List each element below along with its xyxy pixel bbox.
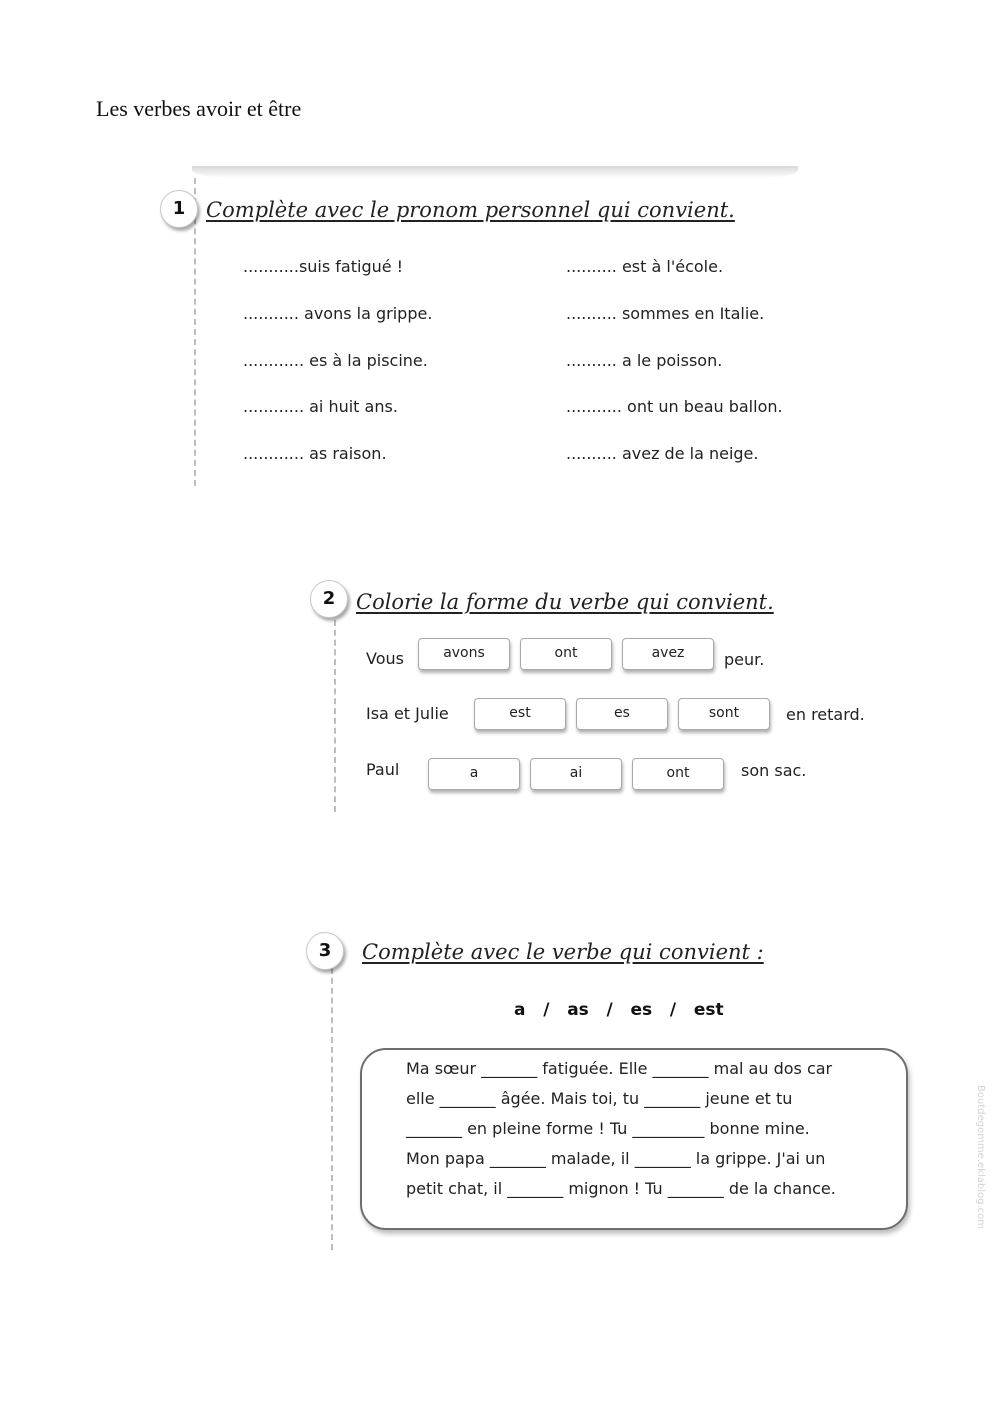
ex3-line-3: _______ en pleine forme ! Tu _________ bonne mine.	[406, 1119, 810, 1138]
margin-line	[334, 620, 336, 812]
exercise2-title: Colorie la forme du verbe qui convient.	[356, 590, 774, 614]
ex2-row3-choice-ai[interactable]: ai	[530, 758, 622, 790]
ex1-line-right-3: .......... a le poisson.	[566, 351, 723, 370]
exercise1-title: Complète avec le pronom personnel qui convient.	[206, 198, 735, 222]
page-title: Les verbes avoir et être	[96, 96, 302, 121]
margin-line	[194, 178, 196, 486]
ex2-row2-subject: Isa et Julie	[366, 704, 449, 723]
ex2-row2-choice-es[interactable]: es	[576, 698, 668, 730]
torn-paper-edge	[192, 166, 798, 178]
watermark-text: Boutdegomme.eklablog.com	[975, 1085, 986, 1229]
ex2-row1-end: peur.	[724, 650, 765, 669]
verb-choices: a / as / es / est	[514, 1000, 724, 1020]
ex3-line-1: Ma sœur _______ fatiguée. Elle _______ mal au dos car	[406, 1059, 833, 1078]
ex1-line-left-4: ............ ai huit ans.	[243, 397, 398, 416]
ex1-line-left-3: ............ es à la piscine.	[243, 351, 428, 370]
ex3-line-2: elle _______ âgée. Mais toi, tu _______ jeune et tu	[406, 1089, 793, 1108]
margin-line	[331, 968, 333, 1250]
ex2-row2-choice-est[interactable]: est	[474, 698, 566, 730]
exercise3-number: 3	[306, 932, 344, 970]
ex2-row1-choice-ont[interactable]: ont	[520, 638, 612, 670]
ex1-line-right-5: .......... avez de la neige.	[566, 444, 759, 463]
exercise2-number: 2	[310, 580, 348, 618]
ex2-row3-end: son sac.	[741, 761, 807, 780]
ex3-line-4: Mon papa _______ malade, il _______ la grippe. J'ai un	[406, 1149, 826, 1168]
ex1-line-left-1: ...........suis fatigué !	[243, 257, 404, 276]
ex2-row2-choice-sont[interactable]: sont	[678, 698, 770, 730]
ex1-line-right-1: .......... est à l'école.	[566, 257, 724, 276]
ex2-row1-choice-avez[interactable]: avez	[622, 638, 714, 670]
ex2-row3-choice-ont[interactable]: ont	[632, 758, 724, 790]
ex2-row1-choice-avons[interactable]: avons	[418, 638, 510, 670]
exercise1-number: 1	[160, 190, 198, 228]
ex2-row2-end: en retard.	[786, 705, 865, 724]
ex1-line-left-2: ........... avons la grippe.	[243, 304, 433, 323]
ex1-line-right-4: ........... ont un beau ballon.	[566, 397, 783, 416]
exercise3-title: Complète avec le verbe qui convient :	[362, 940, 764, 964]
ex1-line-left-5: ............ as raison.	[243, 444, 387, 463]
ex2-row1-subject: Vous	[366, 649, 404, 668]
ex2-row3-choice-a[interactable]: a	[428, 758, 520, 790]
ex3-line-5: petit chat, il _______ mignon ! Tu _______ de la chance.	[406, 1179, 836, 1198]
ex2-row3-subject: Paul	[366, 760, 400, 779]
ex1-line-right-2: .......... sommes en Italie.	[566, 304, 765, 323]
